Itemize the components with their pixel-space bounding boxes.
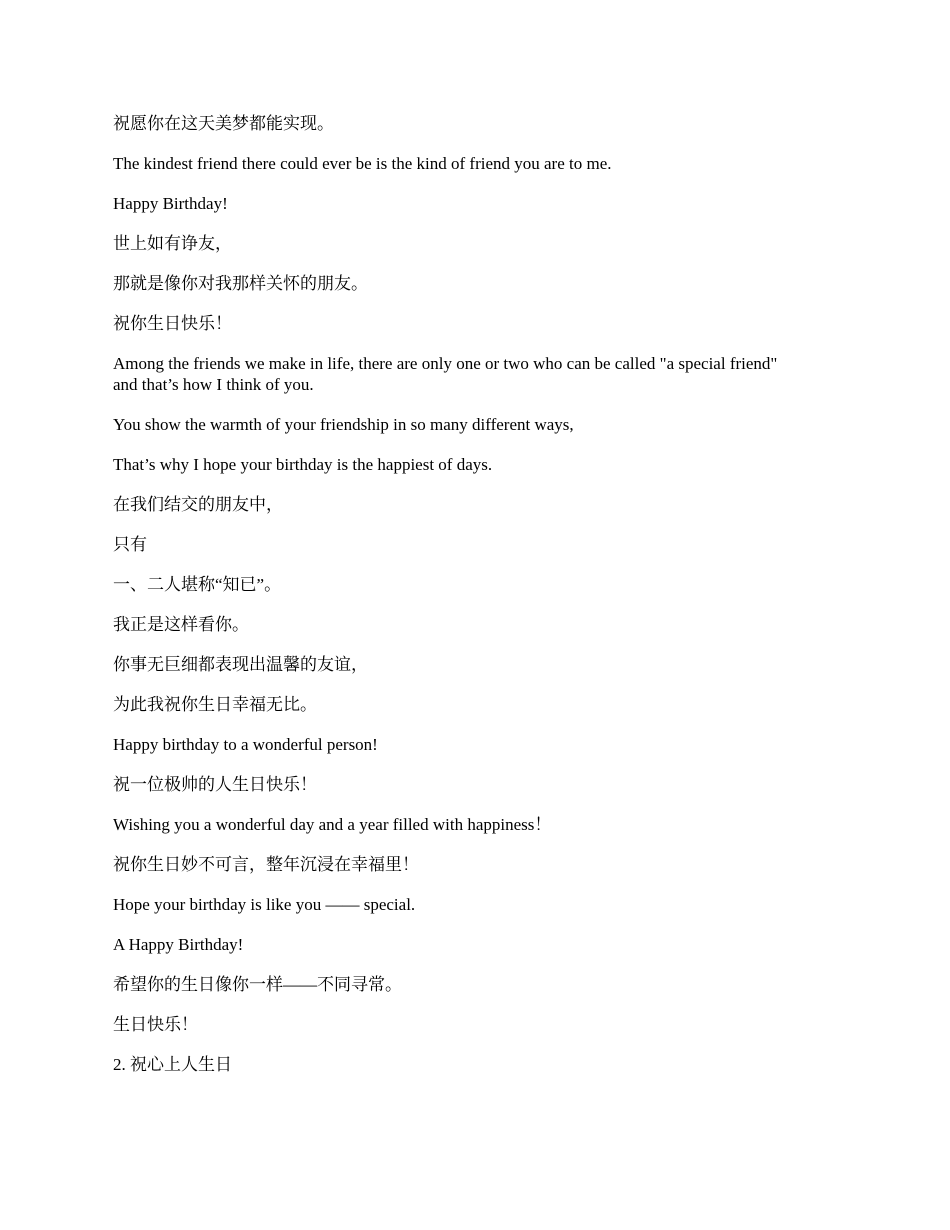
- paragraph: Wishing you a wonderful day and a year filled with happiness！: [113, 815, 552, 834]
- paragraph: 祝愿你在这天美梦都能实现。: [113, 114, 334, 133]
- paragraph: 希望你的生日像你一样——不同寻常。: [113, 975, 402, 994]
- document-body: [113, 113, 803, 1094]
- paragraph: 祝你生日妙不可言，整年沉浸在幸福里！: [113, 855, 419, 874]
- paragraph: 只有: [113, 535, 147, 554]
- paragraph: 你事无巨细都表现出温馨的友谊，: [113, 655, 368, 674]
- paragraph: A Happy Birthday!: [113, 935, 244, 954]
- paragraph: 为此我祝你生日幸福无比。: [113, 695, 317, 714]
- paragraph: Happy Birthday!: [113, 194, 228, 213]
- paragraph: You show the warmth of your friendship in so many different ways,: [113, 415, 574, 434]
- paragraph: That’s why I hope your birthday is the happiest of days.: [113, 455, 493, 474]
- paragraph: 一、二人堪称“知已”。: [113, 575, 282, 594]
- paragraph: 祝你生日快乐！: [113, 314, 232, 333]
- paragraph: 在我们结交的朋友中，: [113, 495, 283, 514]
- paragraph: Among the friends we make in life, there are only one or two who can be called "a special friend" and that’s how I think of you.: [113, 354, 778, 394]
- paragraph: 世上如有诤友，: [113, 234, 232, 253]
- paragraph: Hope your birthday is like you —— special.: [113, 895, 416, 914]
- paragraph: Happy birthday to a wonderful person!: [113, 735, 378, 754]
- paragraph: 那就是像你对我那样关怀的朋友。: [113, 274, 368, 293]
- section-heading: 2. 祝心上人生日: [113, 1055, 232, 1074]
- paragraph: 生日快乐！: [113, 1015, 198, 1034]
- paragraph: 祝一位极帅的人生日快乐！: [113, 775, 317, 794]
- paragraph: 我正是这样看你。: [113, 615, 249, 634]
- paragraph: The kindest friend there could ever be is the kind of friend you are to me.: [113, 154, 612, 173]
